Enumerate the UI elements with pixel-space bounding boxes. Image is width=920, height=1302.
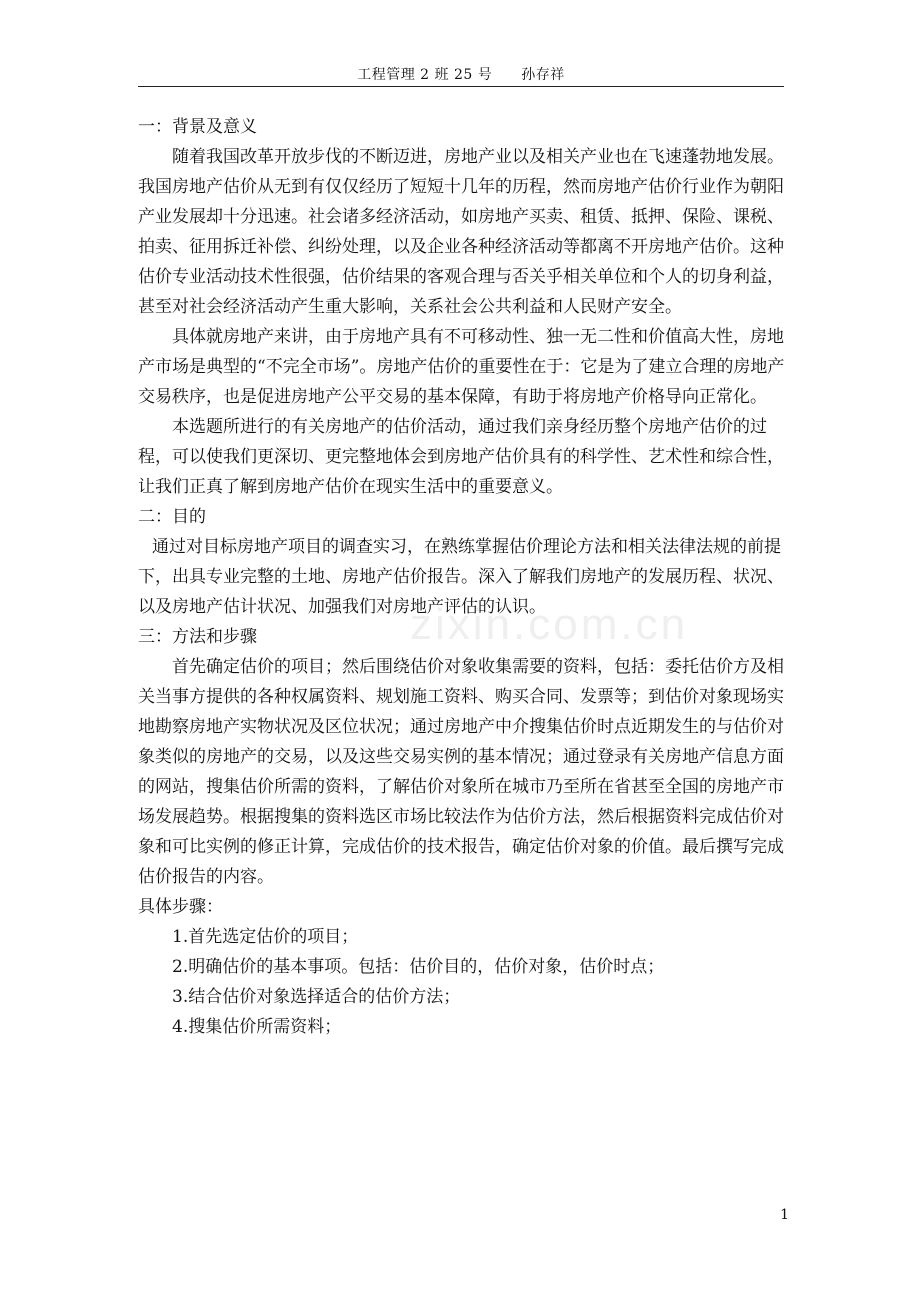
method-paragraph: 首先确定估价的项目；然后围绕估价对象收集需要的资料，包括：委托估价方及相关当事方提供的各种权属资料、规划施工资料、购买合同、发票等；到估价对象现场实地勘察房地产实物状况及区位状况；通过房地产中介搜集估价时点近期发生的与估价对象类似的房地产的交易，以及这些交易实例的基本情况；通过登录有关房地产信息方面的网站，搜集估价所需的资料，了解估价对象所在城市乃至所在省甚至全国的房地产市场发展趋势。根据搜集的资料选区市场比较法作为估价方法，然后根据资料完成估价对象和可比实例的修正计算，完成估价的技术报告，确定估价对象的价值。最后撰写完成估价报告的内容。 [138, 657, 784, 887]
watermark: zixin.com.cn [410, 600, 689, 649]
step-item: 2.明确估价的基本事项。包括：估价目的，估价对象，估价时点； [172, 957, 665, 977]
steps-label: 具体步骤： [138, 897, 223, 917]
purpose-paragraph: 通过对目标房地产项目的调查实习，在熟练掌握估价理论方法和相关法律法规的前提下，出具专业完整的土地、房地产估价报告。深入了解我们房地产的发展历程、状况、以及房地产估计状况、加强我们对房地产评估的认识。 [138, 537, 784, 617]
section-heading-method: 三：方法和步骤 [138, 627, 257, 647]
background-paragraph-1: 随着我国改革开放步伐的不断迈进，房地产业以及相关产业也在飞速蓬勃地发展。我国房地产估价从无到有仅仅经历了短短十几年的历程，然而房地产估价行业作为朝阳产业发展却十分迅速。社会诸多经济活动，如房地产买卖、租赁、抵押、保险、课税、拍卖、征用拆迁补偿、纠纷处理，以及企业各种经济活动等都离不开房地产估价。这种估价专业活动技术性很强，估价结果的客观合理与否关乎相关单位和个人的切身利益，甚至对社会经济活动产生重大影响，关系社会公共利益和人民财产安全。 [138, 147, 784, 317]
background-paragraph-2: 具体就房地产来讲，由于房地产具有不可移动性、独一无二性和价值高大性，房地产市场是典型的“不完全市场”。房地产估价的重要性在于：它是为了建立合理的房地产交易秩序，也是促进房地产公平交易的基本保障，有助于将房地产价格导向正常化。 [138, 327, 785, 407]
step-item: 1.首先选定估价的项目； [172, 927, 359, 947]
header-rule [138, 86, 784, 87]
background-paragraph-3: 本选题所进行的有关房地产的估价活动，通过我们亲身经历整个房地产估价的过程，可以使我们更深切、更完整地体会到房地产估价具有的科学性、艺术性和综合性，让我们正真了解到房地产估价在现实生活中的重要意义。 [138, 417, 784, 497]
step-item: 4.搜集估价所需资料； [172, 1017, 342, 1037]
section-heading-background: 一：背景及意义 [138, 117, 257, 137]
document-body [138, 112, 790, 1042]
step-item: 3.结合估价对象选择适合的估价方法； [172, 987, 461, 1007]
page-header: 工程管理 2 班 25 号 孙存祥 [357, 67, 565, 83]
section-heading-purpose: 二：目的 [138, 507, 206, 527]
page-number: 1 [780, 1207, 789, 1223]
